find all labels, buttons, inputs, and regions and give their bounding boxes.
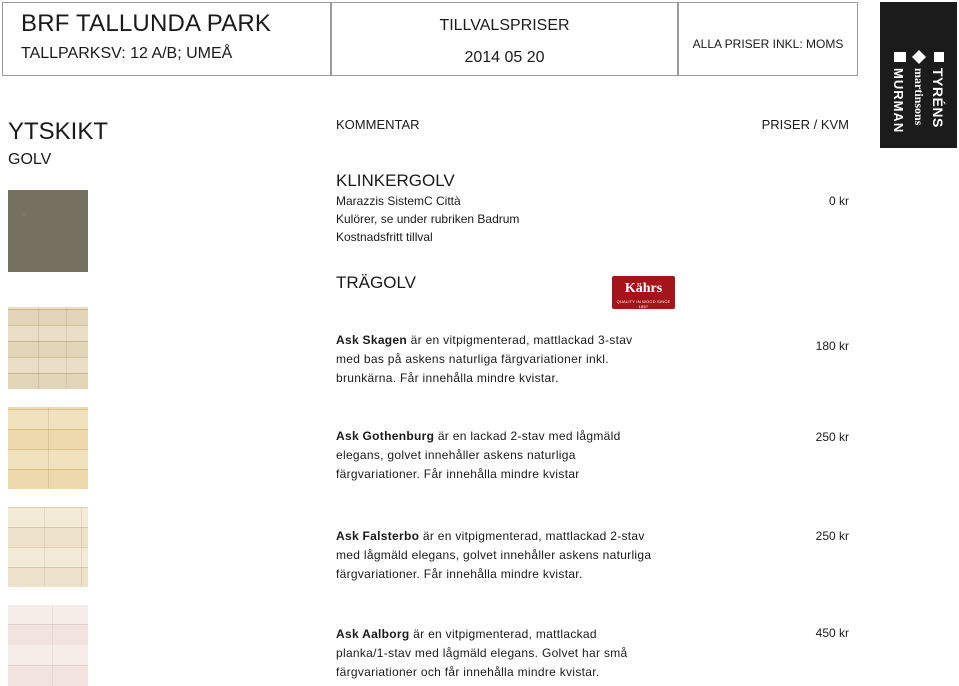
document-title: TILLVALSPRISER — [439, 17, 570, 34]
floor-price: 450 kr — [815, 626, 849, 640]
klinker-line: Kulörer, se under rubriken Badrum — [336, 212, 520, 226]
floor-name: Ask Skagen — [336, 333, 408, 347]
section-title: YTSKIKT — [8, 118, 109, 145]
header-project-box — [2, 2, 331, 76]
column-header-price: PRISER / KVM — [761, 117, 849, 132]
floor-line: planka/1-stav med lågmäld elegans. Golvet har små — [336, 646, 628, 660]
floor-description — [336, 527, 716, 584]
martinsons-logo: martinsons — [912, 68, 926, 126]
floor-line: med bas på askens naturliga färgvariationer inkl. — [336, 352, 609, 366]
floor-line: är en vitpigmenterad, mattlackad 3-stav — [407, 333, 633, 347]
murman-mark-icon — [894, 52, 906, 62]
project-title: BRF TALLUNDA PARK — [21, 10, 272, 37]
murman-logo: MURMAN — [891, 68, 906, 134]
tragolv-title: TRÄGOLV — [336, 273, 416, 292]
floor-price: 180 kr — [815, 339, 849, 353]
klinker-title: KLINKERGOLV — [336, 171, 455, 190]
floor-line: är en lackad 2-stav med lågmäld — [434, 429, 621, 443]
floor-name: Ask Falsterbo — [336, 529, 420, 543]
klinker-line: Kostnadsfritt tillval — [336, 230, 433, 244]
klinker-description — [336, 192, 519, 246]
kahrs-logo — [612, 276, 675, 309]
kahrs-logo-tagline: QUALITY IN WOOD SINCE 1857 — [616, 299, 671, 309]
floor-line: brunkärna. Får innehålla mindre kvistar. — [336, 371, 559, 385]
floor-price: 250 kr — [815, 529, 849, 543]
column-header-comment: KOMMENTAR — [336, 117, 420, 132]
floor-line: färgvariationer och får innehålla mindre kvistar. — [336, 665, 600, 679]
floor-swatch-ask-skagen — [8, 307, 88, 389]
document-date: 2014 05 20 — [464, 49, 545, 66]
header-price-note-box — [678, 2, 858, 76]
klinker-price: 0 kr — [828, 194, 849, 208]
floor-name: Ask Aalborg — [336, 627, 410, 641]
floor-description — [336, 331, 676, 388]
floor-name: Ask Gothenburg — [336, 429, 435, 443]
floor-line: med lågmäld elegans, golvet innehåller askens naturliga — [336, 548, 652, 562]
floor-swatch-ask-gothenburg — [8, 407, 88, 489]
price-note: ALLA PRISER INKL: MOMS — [692, 37, 844, 51]
floor-description — [336, 625, 676, 682]
section-subtitle: GOLV — [8, 151, 52, 168]
header-document-box — [331, 2, 678, 76]
floor-line: färgvariationer. Får innehålla mindre kvistar. — [336, 567, 583, 581]
floor-description — [336, 427, 676, 484]
project-address: TALLPARKSV: 12 A/B; UMEÅ — [21, 45, 233, 62]
tyrens-logo: TYRÉNS — [930, 68, 946, 128]
tile-swatch — [8, 190, 88, 272]
floor-line: är en vitpigmenterad, mattlackad 2-stav — [419, 529, 645, 543]
floor-swatch-ask-aalborg — [8, 605, 88, 686]
floor-line: är en vitpigmenterad, mattlackad — [409, 627, 597, 641]
floor-price: 250 kr — [815, 430, 849, 444]
martinsons-mark-icon — [912, 50, 926, 64]
floor-swatch-ask-falsterbo — [8, 507, 88, 587]
company-logos — [880, 2, 957, 148]
floor-line: elegans, golvet innehåller askens naturliga — [336, 448, 576, 462]
tyrens-mark-icon — [934, 52, 944, 62]
klinker-line: Marazzis SistemC Città — [336, 194, 461, 208]
kahrs-logo-name: Kährs — [624, 281, 663, 296]
floor-line: färgvariationer. Får innehålla mindre kvistar — [336, 467, 580, 481]
